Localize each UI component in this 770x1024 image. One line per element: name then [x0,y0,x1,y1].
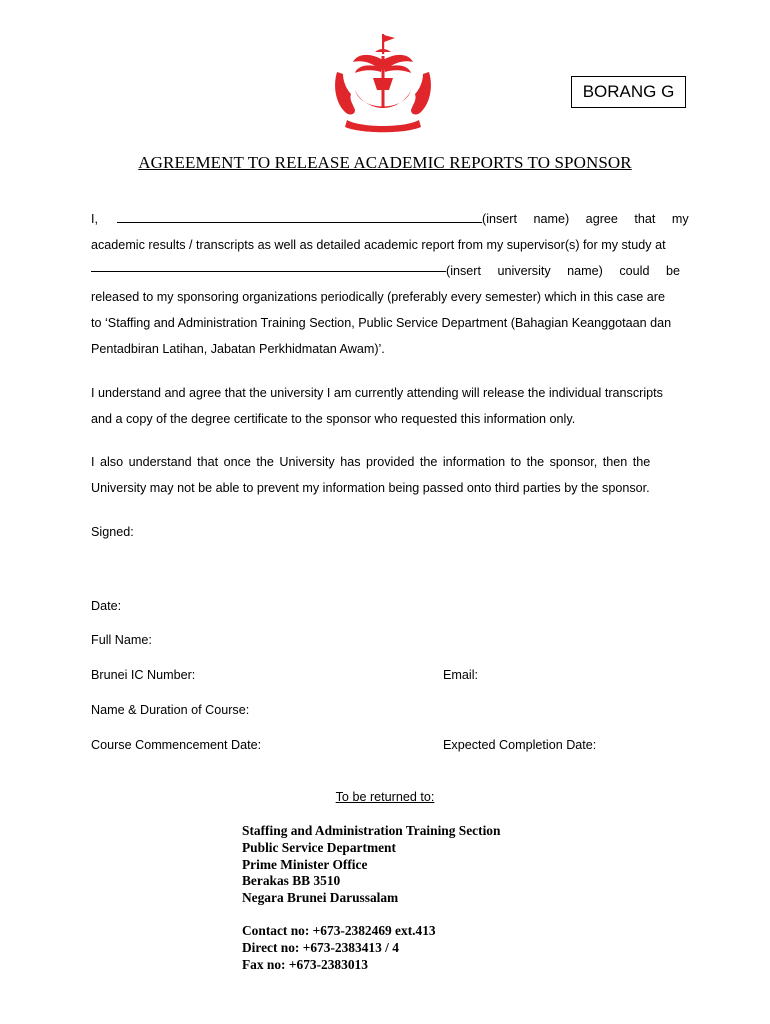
date-field[interactable]: Date: [91,599,122,613]
paragraph-line: and a copy of the degree certificate to the sponsor who requested this information only. [91,412,576,426]
address-line: Public Service Department [242,839,396,855]
ic-number-field[interactable]: Brunei IC Number: [91,668,196,682]
contact-line: Contact no: +673-2382469 ext.413 [242,923,436,938]
email-field[interactable]: Email: [443,668,478,682]
name-hint-text: (insert name) agree that my [482,212,689,226]
address-line: Staffing and Administration Training Section [242,823,501,838]
form-code-box: BORANG G [571,76,686,108]
course-field[interactable]: Name & Duration of Course: [91,703,250,717]
paragraph-text-segment [91,206,482,232]
paragraph-line: to ‘Staffing and Administration Training Section, Public Service Department (Bahagian Keanggotaan dan [91,316,672,330]
paragraph-line: I understand and agree that the university I am currently attending will release the individual transcripts [91,386,663,400]
lead-text: I, [91,212,98,226]
contact-details [242,923,436,973]
understanding-paragraph [91,380,680,432]
paragraph-line [91,258,680,284]
commencement-date-field[interactable]: Course Commencement Date: [91,738,262,752]
agreement-paragraph [91,206,689,362]
address-line: Negara Brunei Darussalam [242,890,399,906]
address-line: Berakas BB 3510 [242,873,341,889]
university-blank-line[interactable] [91,258,446,272]
paragraph-line [91,206,689,232]
document-title: AGREEMENT TO RELEASE ACADEMIC REPORTS TO SPONSOR [138,153,632,172]
contact-line: Fax no: +673-2383013 [242,956,368,972]
university-hint-text: (insert university name) could be [446,264,680,278]
third-party-paragraph [91,449,680,501]
return-address [242,823,500,907]
signed-field[interactable]: Signed: [91,525,134,539]
paragraph-line: I also understand that once the University has provided the information to the sponsor, then the [91,455,651,469]
paragraph-line: academic results / transcripts as well as detailed academic report from my supervisor(s) for my study at [91,238,666,252]
paragraph-line: released to my sponsoring organizations periodically (preferably every semester) which in this case are [91,290,665,304]
address-line: Prime Minister Office [242,856,368,872]
completion-date-field[interactable]: Expected Completion Date: [443,738,597,752]
return-to-label: To be returned to: [335,790,435,804]
paragraph-line: Pentadbiran Latihan, Jabatan Perkhidmatan Awam)’. [91,342,385,356]
name-blank-line[interactable] [117,209,482,223]
paragraph-line: University may not be able to prevent my information being passed onto third parties by the sponsor. [91,481,650,495]
full-name-field[interactable]: Full Name: [91,633,152,647]
brunei-crest-icon [325,30,441,138]
contact-line: Direct no: +673-2383413 / 4 [242,939,399,955]
